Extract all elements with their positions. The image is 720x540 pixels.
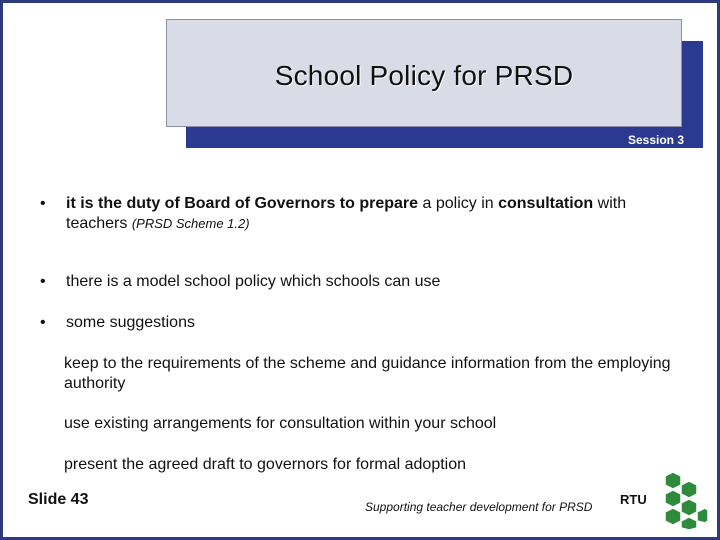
bullet-text: some suggestions: [66, 314, 195, 331]
rtu-logo: [618, 470, 708, 530]
logo-hexagon: [697, 508, 708, 523]
logo-hexagon: [665, 508, 681, 525]
bullet-bold-text: consultation: [498, 195, 594, 212]
bullet-icon: •: [40, 273, 46, 290]
bullet-item-governors-duty: [40, 194, 666, 234]
session-label: Session 3: [627, 133, 684, 147]
bullet-plain-text: with teachers: [66, 195, 627, 232]
bullet-item-model-policy: [40, 272, 666, 292]
logo-hexagon: [681, 481, 697, 498]
bullet-text: there is a model school policy which schools can use: [66, 273, 441, 290]
slide-number: Slide 43: [28, 491, 89, 508]
bullet-bold-text: it is the duty of Board of Governors to prepare: [66, 195, 419, 212]
bullet-plain-text: a policy in: [418, 195, 499, 212]
suggestion-item: present the agreed draft to governors for formal adoption: [64, 456, 467, 473]
scheme-reference: (PRSD Scheme 1.2): [131, 216, 250, 231]
footer-text: Supporting teacher development for PRSD: [365, 500, 593, 514]
slide-title: School Policy for PRSD: [274, 60, 574, 91]
suggestion-item: keep to the requirements of the scheme and guidance information from the employing authority: [64, 355, 671, 392]
suggestion-item: use existing arrangements for consultation within your school: [64, 415, 497, 432]
logo-hexagons: [665, 472, 708, 530]
title-box: [166, 19, 682, 127]
bullet-item-suggestions: [40, 313, 666, 333]
logo-text: RTU: [620, 492, 647, 507]
bullet-icon: •: [40, 314, 46, 331]
logo-hexagon: [665, 472, 681, 489]
bullet-text: [66, 194, 666, 234]
logo-hexagon: [681, 499, 697, 516]
logo-hexagon: [681, 517, 697, 530]
logo-hexagon: [665, 490, 681, 507]
bullet-icon: •: [40, 195, 46, 212]
